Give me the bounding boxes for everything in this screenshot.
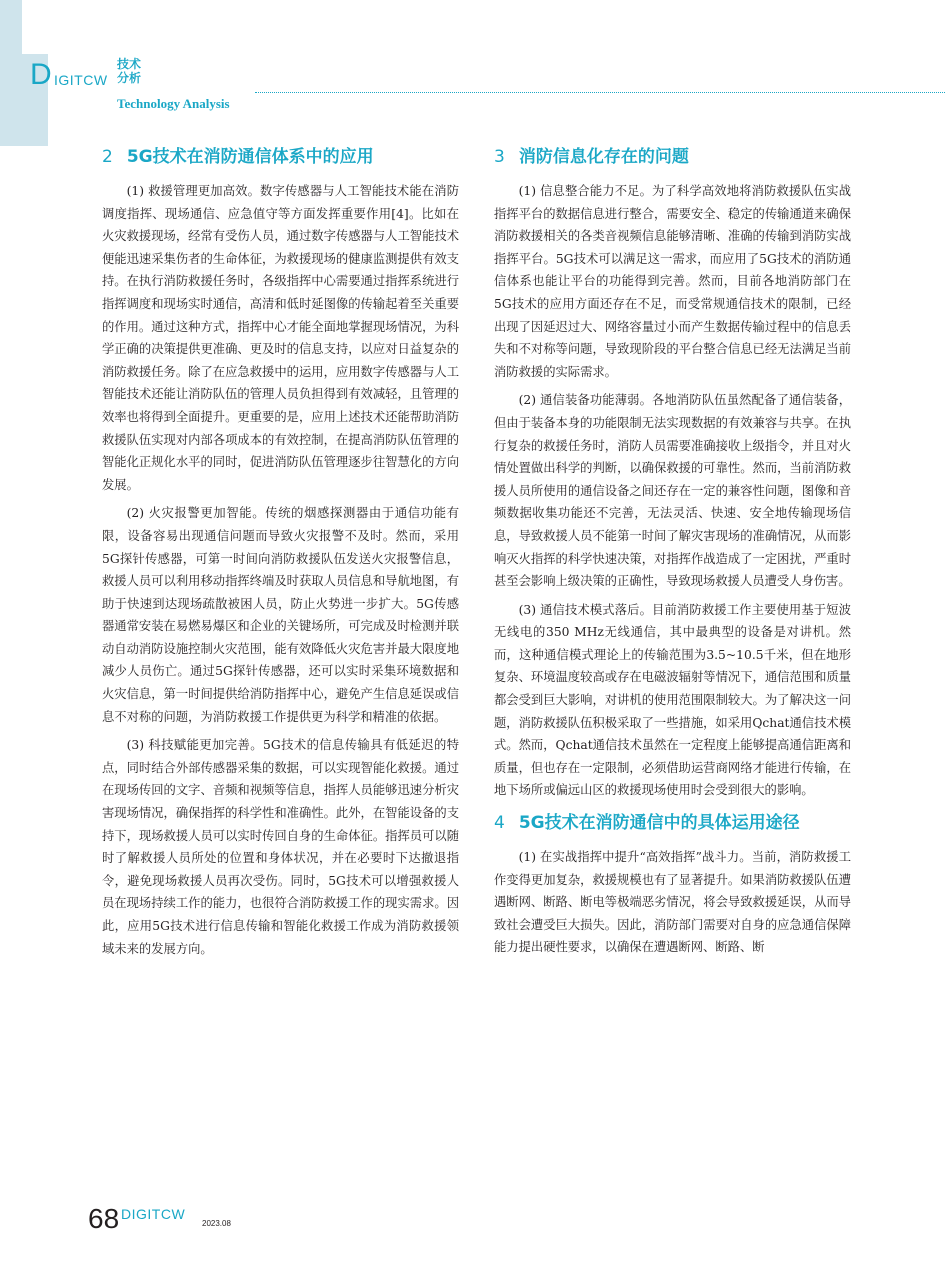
- section-tag-line1: 技术: [117, 57, 142, 71]
- heading-number: 3: [494, 147, 505, 167]
- section-heading-4: [494, 812, 851, 834]
- paragraph: (1) 在实战指挥中提升“高效指挥”战斗力。当前，消防救援工作变得更加复杂，救援规模也有了显著提升。如果消防救援队伍遭遇断网、断路、断电等极端恶劣情况，将会导致救援延误，从而导致社会遭受巨大损失。因此，消防部门需要对自身的应急通信保障能力提出硬性要求，以确保在遭遇断网、断路、断: [494, 850, 851, 955]
- paragraph: (2) 火灾报警更加智能。传统的烟感探测器由于通信功能有限，设备容易出现通信问题而导致火灾报警不及时。然而，采用5G探针传感器，可第一时间向消防救援队伍发送火灾报警信息，救援人员可以利用移动指挥终端及时获取人员信息和导航地图，有助于快速到达现场疏散被困人员，防止火势进一步扩大。5G传感器通常安装在易燃易爆区和企业的关键场所，可完成及时检测并联动自动消防设施控制火灾范围，能有效降低火灾危害并最大限度地减少人员伤亡。通过5G探针传感器，还可以实时采集环境数据和火灾信息，第一时间提供给消防指挥中心，避免产生信息延误或信息不对称的问题，为消防救援工作提供更为科学和精准的依据。: [102, 506, 459, 724]
- section-tag-line2: 分析: [117, 71, 142, 85]
- paragraph: (1) 信息整合能力不足。为了科学高效地将消防救援队伍实战指挥平台的数据信息进行整合，需要安全、稳定的传输通道来确保消防救援相关的各类音视频信息能够清晰、准确的传输到消防实战指挥平台。5G技术可以满足这一需求，而应用了5G技术的消防通信体系也能让平台的功能得到完善。然而，目前各地消防部门在5G技术的应用方面还存在不足，而受常规通信技术的限制，已经出现了因延迟过大、网络容量过小而产生数据传输过程中的信息丢失和不对称等问题，导致现阶段的平台整合信息已经无法满足当前消防救援的实际需求。: [494, 184, 851, 379]
- paragraph: (1) 救援管理更加高效。数字传感器与人工智能技术能在消防调度指挥、现场通信、应急值守等方面发挥重要作用[4]。比如在火灾救援现场，经常有受伤人员，通过数字传感器与人工智能技术便能迅速采集伤者的生命体征，为救援现场的健康监测提供有效支持。在执行消防救援任务时，各级指挥中心需要通过指挥系统进行指挥调度和现场实时通信，高清和低时延图像的传输起着至关重要的作用。通过这种方式，指挥中心才能全面地掌握现场情况，为科学正确的决策提供更准确、更及时的信息支持，以应对日益复杂的消防救援任务。除了在应急救援中的运用，应用数字传感器与人工智能技术还能让消防队伍的管理人员负担得到有效减轻，且管理的效率也将得到全面提升。更重要的是，应用上述技术还能帮助消防救援队伍实现对内部各项成本的有效控制，在提高消防队伍管理的智能化正规化水平的同时，促进消防队伍管理逐步往智慧化的方向发展。: [102, 184, 459, 492]
- page-number: 68: [88, 1203, 120, 1234]
- logo-initial: D: [30, 58, 52, 91]
- paragraph: (3) 科技赋能更加完善。5G技术的信息传输具有低延迟的特点，同时结合外部传感器采集的数据，可以实现智能化救援。通过在现场传回的文字、音频和视频等信息，指挥人员能够迅速分析灾害现场情况，确保指挥的科学性和准确性。此外，在智能设备的支持下，现场救援人员可以实时传回自身的生命体征。指挥员可以随时了解救援人员所处的位置和身体状况，并在必要时下达撤退指令，避免现场救援人员再次受伤。同时，5G技术可以增强救援人员在现场持续工作的能力，也很符合消防救援工作的现实需求。因此，应用5G技术进行信息传输和智能化救援工作成为消防救援领域未来的发展方向。: [102, 738, 459, 956]
- left-column: [102, 142, 459, 966]
- section-heading-3: [494, 146, 851, 168]
- logo-text: IGITCW: [54, 72, 108, 88]
- section-tag: [117, 57, 141, 85]
- heading-text: 消防信息化存在的问题: [518, 147, 689, 167]
- heading-number: 4: [494, 813, 505, 834]
- heading-text: 5G技术在消防通信中的具体运用途径: [518, 813, 800, 834]
- issue-date: 2023.08: [202, 1219, 231, 1228]
- section-english-title: Technology Analysis: [117, 96, 230, 111]
- paragraph: (2) 通信装备功能薄弱。各地消防队伍虽然配备了通信装备，但由于装备本身的功能限制无法实现数据的有效兼容与共享。在执行复杂的救援任务时，消防人员需要准确接收上级指令，并且对火情处置做出科学的判断，以确保救援的可靠性。然而，当前消防救援人员所使用的通信设备之间还存在一定的兼容性问题，图像和音频数据收集功能还不完善，无法灵活、快速、安全地传输现场信息，导致救援人员不能第一时间了解灾害现场的准确情况，从而影响灭火指挥的科学快速决策，对指挥作战造成了一定困扰，严重时甚至会影响上级决策的正确性，导致现场救援人员遭受人身伤害。: [494, 393, 851, 589]
- heading-number: 2: [102, 147, 113, 167]
- header-dotted-rule: [255, 92, 945, 93]
- footer-brand: DIGITCW: [121, 1206, 186, 1222]
- paragraph: (3) 通信技术模式落后。目前消防救援工作主要使用基于短波无线电的350 MHz无线通信，其中最典型的设备是对讲机。然而，这种通信模式理论上的传输范围为3.5~10.5千米，但在地形复杂、环境温度较高或存在电磁波辐射等情况下，通信范围和质量都会受到巨大影响，对讲机的使用范围限制较大。为了解决这一问题，消防救援队伍积极采取了一些措施，如采用Qchat通信技术模式。然而，Qchat通信技术虽然在一定程度上能够提高通信距离和质量，但也存在一定限制，必须借助运营商网络才能进行传输，在地下场所或偏远山区的救援现场使用时会受到很大的影响。: [494, 602, 851, 798]
- section-heading-2: [102, 146, 459, 168]
- heading-text: 5G技术在消防通信体系中的应用: [126, 147, 374, 167]
- right-column: [494, 142, 851, 965]
